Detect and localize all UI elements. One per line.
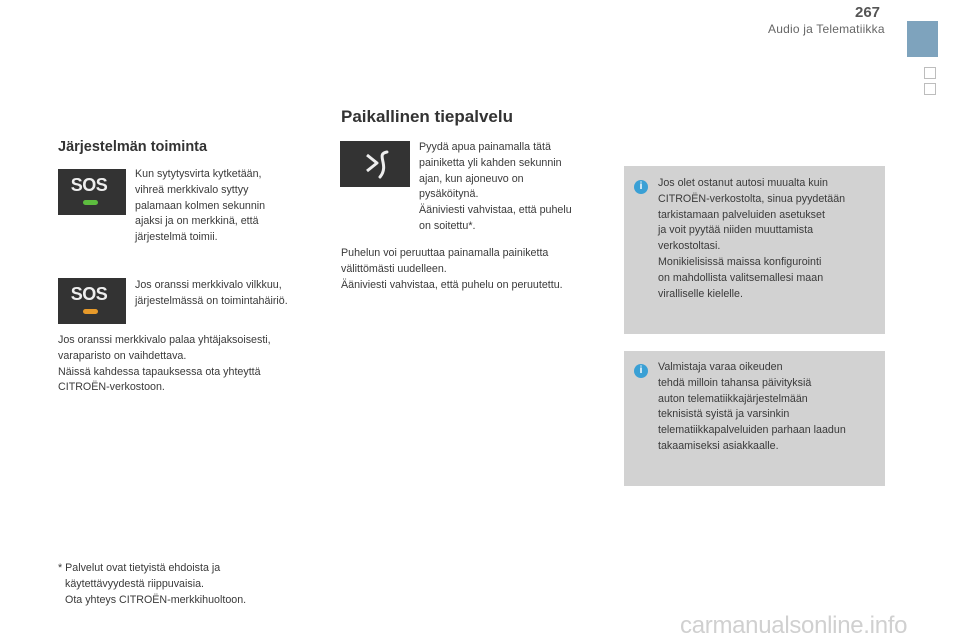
text-line: Ääniviesti vahvistaa, että puhelu on peruutettu. (341, 278, 563, 291)
paragraph-cancel-call (341, 246, 563, 293)
paragraph-request-help (419, 140, 572, 235)
margin-square (924, 67, 936, 79)
text-line: välittömästi uudelleen. (341, 262, 447, 275)
text-line: verkostoltasi. (658, 240, 721, 253)
paragraph-orange-steady (58, 333, 271, 396)
sos-label: SOS (70, 175, 108, 195)
text-line: viralliselle kielelle. (658, 287, 743, 300)
text-line: pysäköitynä. (419, 188, 479, 201)
text-line: ja voit pyytää niiden muuttamista (658, 224, 814, 237)
text-line: on mahdollista valitsemallesi maan (658, 271, 824, 284)
watermark: carmanualsonline.info (680, 612, 908, 639)
footnote (58, 561, 246, 608)
text-line: auton telematiikkajärjestelmään (658, 392, 808, 405)
sos-button-green-image (58, 169, 126, 215)
text-line: järjestelmässä on toimintahäiriö. (135, 294, 288, 307)
sos-label: SOS (70, 284, 108, 304)
assistance-button-image (340, 141, 410, 187)
orange-led-icon (83, 309, 98, 314)
text-line: Puhelun voi peruuttaa painamalla painiketta (341, 247, 549, 259)
text-line: * Palvelut ovat tietyistä ehdoista ja (58, 562, 221, 574)
text-line: varaparisto on vaihdettava. (58, 349, 187, 362)
text-line: Ääniviesti vahvistaa, että puhelu (419, 204, 572, 217)
info-text-manufacturer-updates (658, 360, 846, 455)
text-line: Pyydä apua painamalla tätä (419, 141, 551, 153)
text-line: tehdä milloin tahansa päivityksiä (658, 376, 812, 389)
text-line: ajaksi ja on merkkinä, että (135, 215, 259, 228)
text-line: painiketta yli kahden sekunnin (419, 156, 562, 169)
sos-button-orange-image (58, 278, 126, 324)
info-box-service-settings (624, 166, 885, 334)
info-box-manufacturer-updates (624, 351, 885, 486)
text-line: Monikielisissä maissa konfigurointi (658, 255, 822, 268)
heading-system-operation: Järjestelmän toiminta (58, 139, 208, 155)
text-line: tarkistamaan palveluiden asetukset (658, 208, 825, 221)
paragraph-orange-blinking (135, 278, 288, 310)
text-line: vihreä merkkivalo syttyy (135, 183, 249, 196)
info-icon: i (634, 364, 648, 378)
text-line: ajan, kun ajoneuvo on (419, 172, 524, 185)
text-line: Näissä kahdessa tapauksessa ota yhteyttä (58, 365, 261, 378)
text-line: Jos oranssi merkkivalo vilkkuu, (135, 279, 282, 291)
text-line: CITROËN-verkostolta, sinua pyydetään (658, 192, 846, 205)
info-text-service-settings (658, 176, 845, 302)
text-line: Ota yhteys CITROËN-merkkihuoltoon. (65, 593, 247, 606)
text-line: palamaan kolmen sekunnin (135, 199, 266, 212)
text-line: Jos olet ostanut autosi muualta kuin (658, 177, 828, 189)
text-line: takaamiseksi asiakkaalle. (658, 439, 779, 452)
section-tab (907, 21, 938, 57)
text-line: Valmistaja varaa oikeuden (658, 361, 783, 373)
paragraph-green-led (135, 167, 265, 246)
text-line: käytettävyydestä riippuvaisia. (65, 577, 205, 590)
text-line: teknisistä syistä ja varsinkin (658, 408, 790, 421)
text-line: järjestelmä toimii. (135, 231, 218, 244)
info-icon: i (634, 180, 648, 194)
text-line: CITROËN-verkostoon. (58, 381, 165, 394)
heading-roadside-assistance: Paikallinen tiepalvelu (341, 107, 513, 126)
page-number: 267 (855, 4, 881, 21)
margin-square (924, 83, 936, 95)
green-led-icon (83, 200, 98, 205)
section-title: Audio ja Telematiikka (768, 22, 885, 36)
text-line: on soitettu*. (419, 219, 476, 232)
text-line: telematiikkapalveluiden parhaan laadun (658, 424, 846, 437)
ds-logo-icon (340, 141, 410, 187)
text-line: Kun sytytysvirta kytketään, (135, 168, 262, 180)
text-line: Jos oranssi merkkivalo palaa yhtäjaksoisesti, (58, 334, 271, 346)
